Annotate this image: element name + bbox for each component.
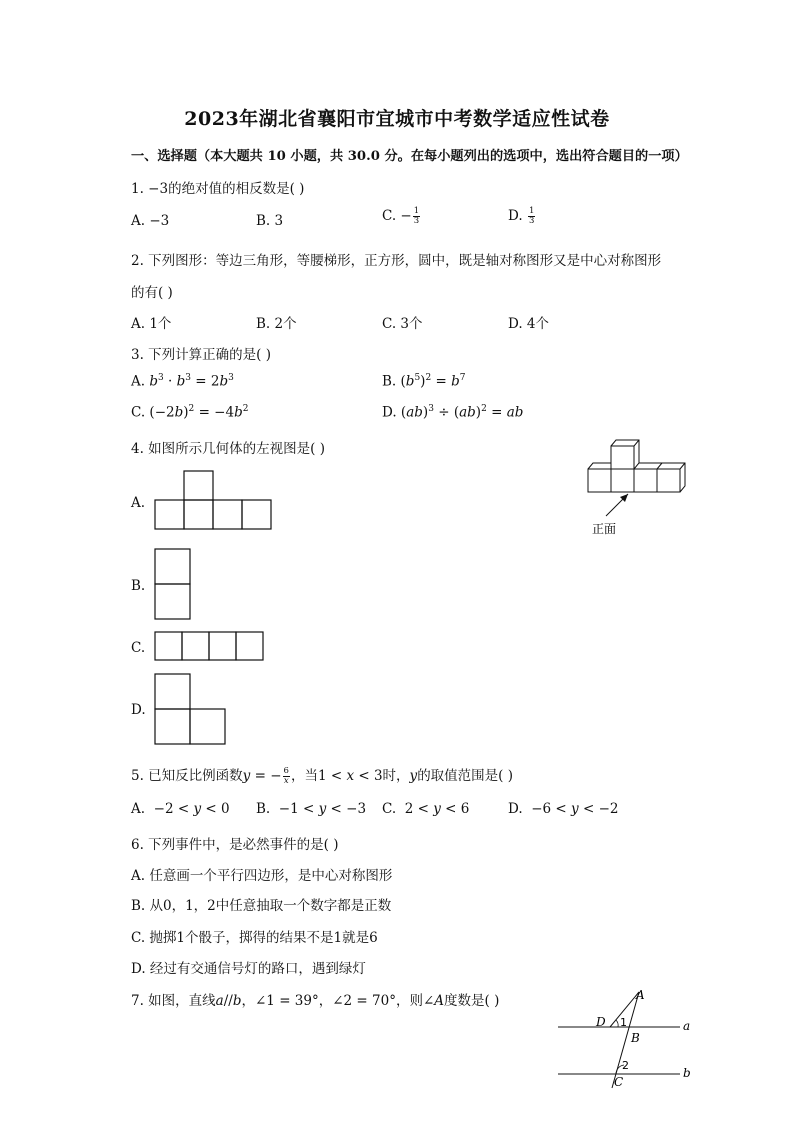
question-6-option-c: C. 抛掷1个骰子，掷得的结果不是1就是6	[131, 930, 378, 946]
question-2-option-a: A. 1个	[131, 316, 172, 332]
question-3-option-d: D. (ab)$^3$ ÷ (ab)$^2$ = ab	[382, 404, 524, 421]
question-4-stem: 4. 如图所示几何体的左视图是( )	[131, 441, 325, 457]
section-heading: 一、选择题（本大题共 10 小题，共 30.0 分。在每小题列出的选项中，选出符合题目的一项）	[131, 149, 688, 164]
line-b-label: b	[683, 1066, 691, 1080]
line-a-label: a	[683, 1019, 691, 1033]
question-2-option-d: D. 4个	[508, 316, 550, 332]
question-1-option-b: B. 3	[256, 213, 284, 229]
question-1-option-a: A. −3	[131, 213, 170, 229]
point-d-label: D	[596, 1015, 606, 1029]
question-3-option-c: C. $(-2b)^2 = -4b^2$	[131, 404, 249, 421]
question-5-option-c: C. 2 < y < 6	[382, 801, 470, 817]
question-1-option-d: D. $\frac{1}{3}$	[508, 206, 535, 226]
question-4-option-a-label: A.	[131, 495, 146, 511]
question-4-option-c-figure	[154, 631, 264, 663]
point-c-label: C	[614, 1075, 624, 1089]
front-view-label: 正面	[592, 522, 617, 536]
angle-1-label: 1	[620, 1016, 627, 1029]
question-4-option-a-figure	[154, 470, 272, 532]
question-4-option-d-label: D.	[131, 702, 146, 718]
question-2-option-b: B. 2个	[256, 316, 297, 332]
question-3-option-b: B. $(b^5)^2 = b^7$	[382, 373, 466, 390]
question-5-option-d: D. −6 < y < −2	[508, 801, 619, 817]
question-4-option-c-label: C.	[131, 640, 146, 656]
question-7-stem: 7. 如图，直线a//b，∠1 = 39°，∠2 = 70°，则∠A度数是( )	[131, 993, 500, 1009]
question-4-solid-figure	[584, 436, 694, 540]
question-5-option-a: A. −2 < y < 0	[131, 801, 230, 817]
question-1-stem: 1. −3的绝对值的相反数是( )	[131, 181, 305, 197]
question-4-option-b-label: B.	[131, 578, 146, 594]
question-3-option-a: A. $b^3 \cdot b^3 = 2b^3$	[131, 373, 234, 390]
question-5-stem: 5. 已知反比例函数y = − $\frac{6}{x}$ ，当1 < x < 3时，y的取值范围是( )	[131, 766, 514, 786]
point-a-label: A	[636, 988, 645, 1002]
question-4-option-b-figure	[154, 548, 192, 622]
question-5-option-b: B. −1 < y < −3	[256, 801, 367, 817]
question-6-option-b: B. 从0，1，2中任意抽取一个数字都是正数	[131, 898, 392, 914]
question-4-option-d-figure	[154, 673, 228, 747]
question-6-option-d: D. 经过有交通信号灯的路口，遇到绿灯	[131, 961, 366, 977]
page-title: 2023年湖北省襄阳市宜城市中考数学适应性试卷	[184, 108, 610, 130]
point-b-label: B	[631, 1031, 640, 1045]
question-1-option-c: C. − $\frac{1}{3}$	[382, 206, 420, 226]
question-7-figure	[556, 984, 696, 1090]
question-2-stem-line-1: 2. 下列图形：等边三角形，等腰梯形，正方形，圆中，既是轴对称图形又是中心对称图形	[131, 253, 662, 269]
question-2-option-c: C. 3个	[382, 316, 423, 332]
question-3-stem: 3. 下列计算正确的是( )	[131, 347, 271, 363]
angle-2-label: 2	[622, 1059, 629, 1072]
question-6-stem: 6. 下列事件中，是必然事件的是( )	[131, 837, 339, 853]
question-2-stem-line-2: 的有( )	[131, 285, 173, 301]
question-6-option-a: A. 任意画一个平行四边形，是中心对称图形	[131, 868, 393, 884]
